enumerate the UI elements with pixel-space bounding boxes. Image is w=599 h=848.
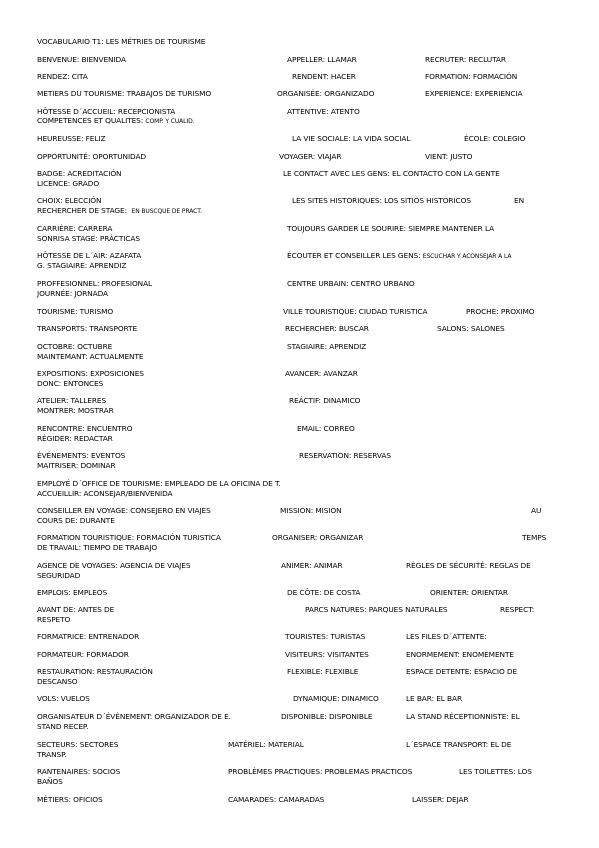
term-de-cote: DE CÔTE: DE COSTA <box>287 588 361 597</box>
term-transports: TRANSPORTS: TRANSPORTE <box>37 324 138 333</box>
term-competences-note: COMP. Y CUALID. <box>145 118 195 125</box>
term-competences-main: COMPETENCES ET QUALITES: <box>37 116 144 125</box>
term-benvenue: BENVENUE: BIENVENIDA <box>37 55 126 64</box>
term-camarades: CAMARADES: CAMARADAS <box>228 795 325 804</box>
term-files-attente: LES FILES D´ATTENTE: <box>406 632 487 641</box>
term-cours-de: COURS DE: DURANTE <box>37 516 115 525</box>
term-formation-touristique: FORMATION TOURISTIQUE: FORMACIÓN TURISTICA <box>37 533 221 542</box>
term-touristes: TOURISTES: TURISTAS <box>285 632 366 641</box>
term-reservation: RESERVATION: RESERVAS <box>299 451 391 460</box>
term-flexible: FLEXIBLE: FLEXIBLE <box>287 667 359 676</box>
term-atelier: ATELIER: TALLERES <box>37 396 107 405</box>
term-toujours-sourire: TOUJOURS GARDER LE SOURIRE: SIEMPRE MANTENER LA <box>287 224 495 233</box>
term-organisee: ORGANISÉE: ORGANIZADO <box>277 89 375 98</box>
term-reactif: REÁCTIF: DINAMICO <box>289 396 361 405</box>
term-accueillir: ACCUEILLIR: ACONSEJAR/BIENVENIDA <box>37 489 173 498</box>
term-proffesionnel: PROFFESIONNEL: PROFESIONAL <box>37 279 153 288</box>
term-formateur: FORMATEUR: FORMADOR <box>37 650 129 659</box>
term-appeller: APPELLER: LLAMAR <box>287 55 357 64</box>
term-conseiller-voyage: CONSEILLER EN VOYAGE: CONSEJERO EN VIAJES <box>37 506 211 515</box>
term-email: EMAIL: CORREO <box>297 424 355 433</box>
term-orienter: ORIENTER: ORIENTAR <box>430 588 508 597</box>
term-emplois: EMPLOIS: EMPLEOS <box>37 588 108 597</box>
term-espace-transport: L´ESPACE TRANSPORT: EL DE <box>406 740 512 749</box>
term-stand-recep: STAND RECEP. <box>37 722 89 731</box>
term-vient: VIENT: JUSTO <box>425 152 473 161</box>
term-descanso: DESCANSO <box>37 677 78 686</box>
term-choix: CHOIX: ELECCIÓN <box>37 196 102 205</box>
term-hotesse-air: HÔTESSE DE L´AIR: AZAFATA <box>37 251 142 260</box>
page-title: VOCABULARIO T1: LES MÉTRIES DE TOURISME <box>37 37 206 46</box>
term-organisateur-evenement: ORGANISATEUR D´ÉVÈNEMENT: ORGANIZADOR DE E. <box>37 712 231 721</box>
term-rechercher-stage-note: EN BUSCQUE DE PRACT. <box>131 208 202 215</box>
term-sonrisa-stage: SONRISA STAGE: PRÁCTICAS <box>37 234 140 243</box>
term-maitriser: MAITRISER: DOMINAR <box>37 461 116 470</box>
term-stand-receptionniste: LA STAND RÉCEPTIONNISTE: EL <box>406 712 520 721</box>
term-ecouter-conseiller <box>287 251 511 262</box>
term-temps: TEMPS <box>522 533 547 542</box>
term-disponible: DISPONIBLE: DISPONIBLE <box>281 712 373 721</box>
term-avancer: AVANCER: AVANZAR <box>285 369 358 378</box>
term-montrer: MONTRER: MOSTRAR <box>37 406 114 415</box>
term-carriere: CARRIÈRE: CARRERA <box>37 224 113 233</box>
term-rantenaires: RANTENAIRES: SOCIOS <box>37 767 121 776</box>
term-secteurs: SECTEURS: SECTORES <box>37 740 119 749</box>
term-laisser: LAISSER: DEJAR <box>412 795 469 804</box>
term-animer: ANIMER: ANIMAR <box>281 561 343 570</box>
term-mission: MISSION: MISION <box>280 506 342 515</box>
term-agence-voyages: AGENCE DE VOYAGES: AGENCIA DE VIAJES <box>37 561 191 570</box>
term-recruter: RECRUTER: RECLUTAR <box>425 55 506 64</box>
term-opportunite: OPPORTUNITÉ: OPORTUNIDAD <box>37 152 147 161</box>
term-rencontre: RENCONTRE: ENCUENTRO <box>37 424 133 433</box>
term-stagiaire-1: G. STAGIAIRE: APRENDIZ <box>37 261 127 270</box>
term-salons: SALONS: SALONES <box>437 324 505 333</box>
term-metiers: MÉTIERS: OFICIOS <box>37 795 103 804</box>
term-formatrice: FORMATRICE: ENTRENADOR <box>37 632 140 641</box>
term-vie-sociale: LA VIE SOCIALE: LA VIDA SOCIAL <box>292 134 411 143</box>
term-ecouter-note: ESCUCHAR Y ACONSEJAR A LA <box>422 253 512 260</box>
term-materiel: MATÉRIEL: MATERIAL <box>228 740 304 749</box>
term-ecouter-main: ÉCOUTER ET CONSEILLER LES GENS: <box>287 251 421 260</box>
term-tourisme: TOURISME: TURISMO <box>37 307 114 316</box>
term-vols: VOLS: VUELOS <box>37 694 90 703</box>
term-badge: BADGE: ACREDITACIÓN <box>37 169 122 178</box>
term-expositions: EXPOSITIONS: EXPOSICIONES <box>37 369 144 378</box>
term-visiteurs: VISITEURS: VISITANTES <box>285 650 369 659</box>
term-attentive: ATTENTIVE: ATENTO <box>287 107 360 116</box>
term-experience: EXPERIENCE: EXPERIENCIA <box>425 89 523 98</box>
term-de-travail: DE TRAVAIL: TIEMPO DE TRABAJO <box>37 543 158 552</box>
term-rendez: RENDEZ: CITA <box>37 72 88 81</box>
term-regider: RÉGIDER: REDACTAR <box>37 434 113 443</box>
term-rendent: RENDENT: HACER <box>292 72 356 81</box>
term-rechercher: RECHERCHER: BUSCAR <box>285 324 369 333</box>
term-employe-office: EMPLOYÉ D´OFFICE DE TOURISME: EMPLEADO DE LA OFICINA DE T. <box>37 479 281 488</box>
term-seguridad: SEGURIDAD <box>37 571 81 580</box>
term-journee: JOURNÉE: JORNADA <box>37 289 108 298</box>
term-en: EN <box>514 196 524 205</box>
term-respect: RESPECT: <box>500 605 535 614</box>
term-avant-de: AVANT DE: ANTES DE <box>37 605 115 614</box>
term-transp: TRANSP. <box>37 750 67 759</box>
term-heureusse: HEUREUSSE: FELIZ <box>37 134 106 143</box>
term-formation: FORMATION: FORMACIÓN <box>425 72 518 81</box>
term-toilettes: LES TOILETTES: LOS <box>459 767 532 776</box>
term-rechercher-stage-main: RECHERCHER DE STAGE: <box>37 206 127 215</box>
term-metiers-du-tourisme: METIERS DU TOURISME: TRABAJOS DE TURISMO <box>37 89 212 98</box>
term-dynamique: DYNAMIQUE: DINAMICO <box>293 694 379 703</box>
term-banos: BAÑOS <box>37 777 63 786</box>
term-rechercher-stage <box>37 206 202 217</box>
term-centre-urbain: CENTRE URBAIN: CENTRO URBANO <box>287 279 415 288</box>
term-ecole: ÉCOLE: COLEGIO <box>464 134 526 143</box>
term-proche: PROCHE: PROXIMO <box>466 307 535 316</box>
term-licence: LICENCE: GRADO <box>37 179 100 188</box>
term-donc: DONC: ENTONCES <box>37 379 104 388</box>
term-respeto: RESPETO <box>37 615 71 624</box>
term-restauration: RESTAURATION: RESTAURACIÓN <box>37 667 153 676</box>
term-ville-touristique: VILLE TOURISTIQUE: CIUDAD TURISTICA <box>283 307 428 316</box>
term-sites-historiques: LES SITES HISTORIQUES: LOS SITIOS HISTORICOS <box>292 196 471 205</box>
term-maintemant: MAINTEMANT: ACTUALMENTE <box>37 352 144 361</box>
term-organiser: ORGANISER: ORGANIZAR <box>272 533 364 542</box>
term-parcs-natures: PARCS NATURES: PARQUES NATURALES <box>305 605 448 614</box>
term-stagiaire-2: STAGIAIRE: APRENDIZ <box>287 342 367 351</box>
term-hotesse-accueil: HÔTESSE D´ACCUEIL: RECEPCIONISTA <box>37 107 176 116</box>
term-voyager: VOYAGER: VIAJAR <box>279 152 342 161</box>
term-competences <box>37 116 194 127</box>
term-problemes-practiques: PROBLÈMES PRACTIQUES: PROBLEMAS PRACTICOS <box>228 767 413 776</box>
term-le-bar: LE BAR: EL BAR <box>406 694 463 703</box>
term-au: AU <box>531 506 542 515</box>
term-evenements: ÉVÉNEMENTS: EVENTOS <box>37 451 126 460</box>
term-regles-securite: RÈGLES DE SÉCURITÉ: REGLAS DE <box>406 561 531 570</box>
term-octobre: OCTOBRE: OCTUBRE <box>37 342 113 351</box>
term-contact-gens: LE CONTACT AVEC LES GENS: EL CONTACTO CON LA GENTE <box>283 169 500 178</box>
term-espace-detente: ESPACE DETENTE: ESPACIO DE <box>406 667 518 676</box>
term-enormement: ENORMEMENT: ENOMEMENTE <box>406 650 514 659</box>
